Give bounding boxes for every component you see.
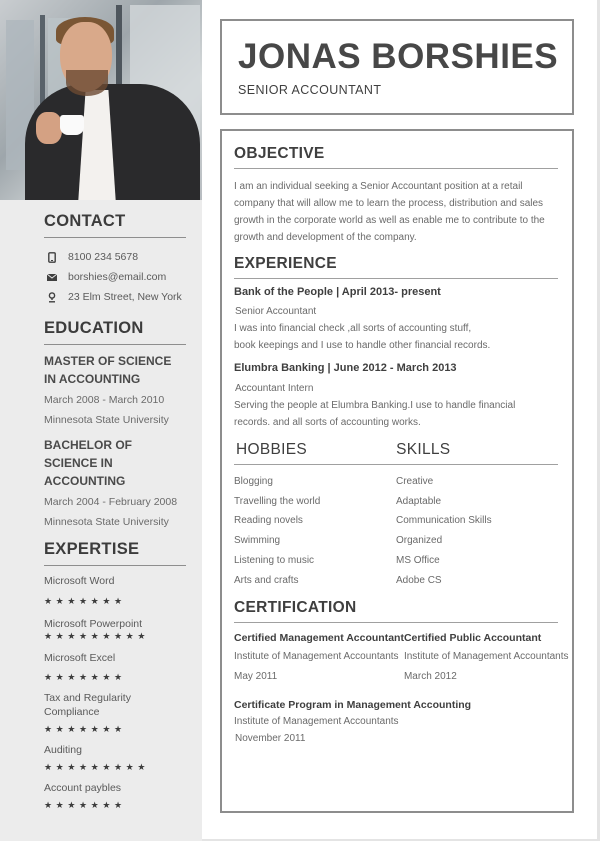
job-description-line: book keepings and I use to handle other financial records.	[234, 340, 491, 351]
certification-name: Certified Management Accountant	[234, 632, 404, 645]
skill-item: Creative	[396, 476, 434, 487]
hobby-item: Arts and crafts	[234, 574, 299, 586]
expertise-label: Microsoft Excel	[44, 652, 116, 664]
education-item	[44, 436, 186, 532]
star-rating-icon: ★★★★★★★	[44, 801, 126, 811]
star-rating-icon: ★★★★★★★	[44, 673, 126, 683]
expertise-label: Tax and Regularity Compliance	[44, 692, 131, 718]
job-role: Senior Accountant	[235, 306, 317, 317]
location-pin-icon	[44, 292, 60, 303]
experience-heading: EXPERIENCE	[234, 255, 558, 279]
candidate-title: SENIOR ACCOUNTANT	[238, 83, 382, 97]
job-description	[234, 320, 558, 354]
hobbies-list	[234, 472, 396, 590]
hobbies-skills-header	[234, 441, 558, 465]
hobby-item: Travelling the world	[234, 495, 321, 507]
job-role: Accountant Intern	[235, 383, 314, 394]
contact-heading: CONTACT	[44, 212, 186, 238]
expertise-label: Microsoft Word	[44, 575, 115, 587]
skill-item: Adaptable	[396, 495, 442, 507]
certification-heading: CERTIFICATION	[234, 599, 558, 623]
hobby-item: Blogging	[234, 476, 273, 487]
job-entry	[234, 286, 558, 354]
certification-item	[234, 696, 558, 748]
education-dates: March 2008 - March 2010	[44, 394, 165, 406]
contact-email-text: borshies@email.com	[68, 271, 167, 283]
contact-address	[44, 287, 186, 307]
certification-item	[234, 629, 404, 687]
phone-icon	[44, 252, 60, 263]
hobby-item: Listening to music	[234, 554, 315, 566]
expertise-item	[44, 691, 186, 736]
hobbies-heading: HOBBIES	[236, 441, 308, 458]
star-rating-icon: ★★★★★★★	[44, 597, 126, 607]
job-entry	[234, 362, 558, 431]
job-description-line: Serving the people at Elumbra Banking.I use to handle financial	[234, 400, 516, 411]
sidebar-content	[44, 212, 186, 812]
hobby-item: Swimming	[234, 535, 281, 547]
certification-name: Certified Public Accountant	[403, 632, 542, 645]
contact-email	[44, 267, 186, 287]
contact-phone	[44, 247, 186, 267]
expertise-label: Account paybles	[44, 782, 122, 794]
contact-address-text: 23 Elm Street, New York	[68, 291, 182, 303]
certification-date: May 2011	[234, 671, 278, 683]
expertise-item	[44, 574, 186, 608]
star-rating-icon: ★★★★★★★	[44, 725, 126, 735]
name-header	[220, 19, 574, 115]
expertise-item	[44, 651, 186, 684]
certification-date: March 2012	[403, 671, 457, 683]
skill-item: MS Office	[396, 554, 440, 566]
skill-item: Adobe CS	[396, 574, 442, 586]
sidebar	[0, 0, 202, 841]
expertise-label: Auditing	[44, 744, 82, 756]
main-content	[220, 129, 574, 813]
certification-date: November 2011	[235, 733, 306, 745]
experience-section	[234, 255, 558, 431]
job-description-line: I was into financial check ,all sorts of accounting stuff,	[234, 323, 472, 334]
contact-section	[44, 212, 186, 307]
education-item	[44, 352, 186, 430]
expertise-section	[44, 540, 186, 812]
profile-photo	[0, 0, 202, 200]
mail-icon	[44, 274, 60, 281]
star-rating-icon: ★★★★★★★★★	[44, 632, 150, 642]
education-heading: EDUCATION	[44, 319, 186, 345]
education-school: Minnesota State University	[44, 516, 169, 528]
certification-item	[404, 629, 569, 687]
skills-heading: SKILLS	[396, 441, 451, 458]
objective-section	[234, 145, 558, 246]
certification-name: Certificate Program in Management Accounting	[234, 699, 472, 712]
job-description-line: records. and all sorts of accounting works.	[234, 417, 421, 428]
expertise-item	[44, 617, 186, 643]
contact-phone-text: 8100 234 5678	[68, 251, 139, 263]
job-header: Bank of the People | April 2013- present	[234, 286, 441, 298]
expertise-heading: EXPERTISE	[44, 540, 186, 566]
hobby-item: Reading novels	[234, 515, 303, 527]
candidate-name: JONAS BORSHIES	[238, 37, 559, 76]
education-dates: March 2004 - February 2008	[44, 496, 178, 508]
skill-item: Communication Skills	[396, 515, 492, 527]
education-section	[44, 319, 186, 532]
expertise-item	[44, 743, 186, 774]
education-degree: BACHELOR OF SCIENCE IN ACCOUNTING	[44, 438, 132, 488]
star-rating-icon: ★★★★★★★★★	[44, 763, 150, 773]
certification-issuer: Institute of Management Accountants	[403, 651, 569, 663]
certification-issuer: Institute of Management Accountants	[234, 716, 399, 728]
expertise-label: Microsoft Powerpoint	[44, 618, 143, 630]
skills-list	[396, 472, 558, 590]
education-degree: MASTER OF SCIENCE IN ACCOUNTING	[44, 354, 172, 386]
skill-item: Organized	[396, 535, 443, 547]
objective-heading: OBJECTIVE	[234, 145, 558, 169]
certification-section	[234, 599, 569, 748]
hobbies-skills-section	[234, 441, 558, 590]
education-school: Minnesota State University	[44, 414, 169, 426]
objective-text: I am an individual seeking a Senior Accountant position at a retail company that will allow me to learn the process, distribution and sales growth in the corporate world as well as enable me to contribute to the growth and development of the company.	[234, 181, 545, 243]
certification-issuer: Institute of Management Accountants	[234, 651, 399, 663]
job-description	[234, 397, 558, 431]
expertise-item	[44, 781, 186, 812]
job-header: Elumbra Banking | June 2012 - March 2013	[234, 362, 457, 374]
